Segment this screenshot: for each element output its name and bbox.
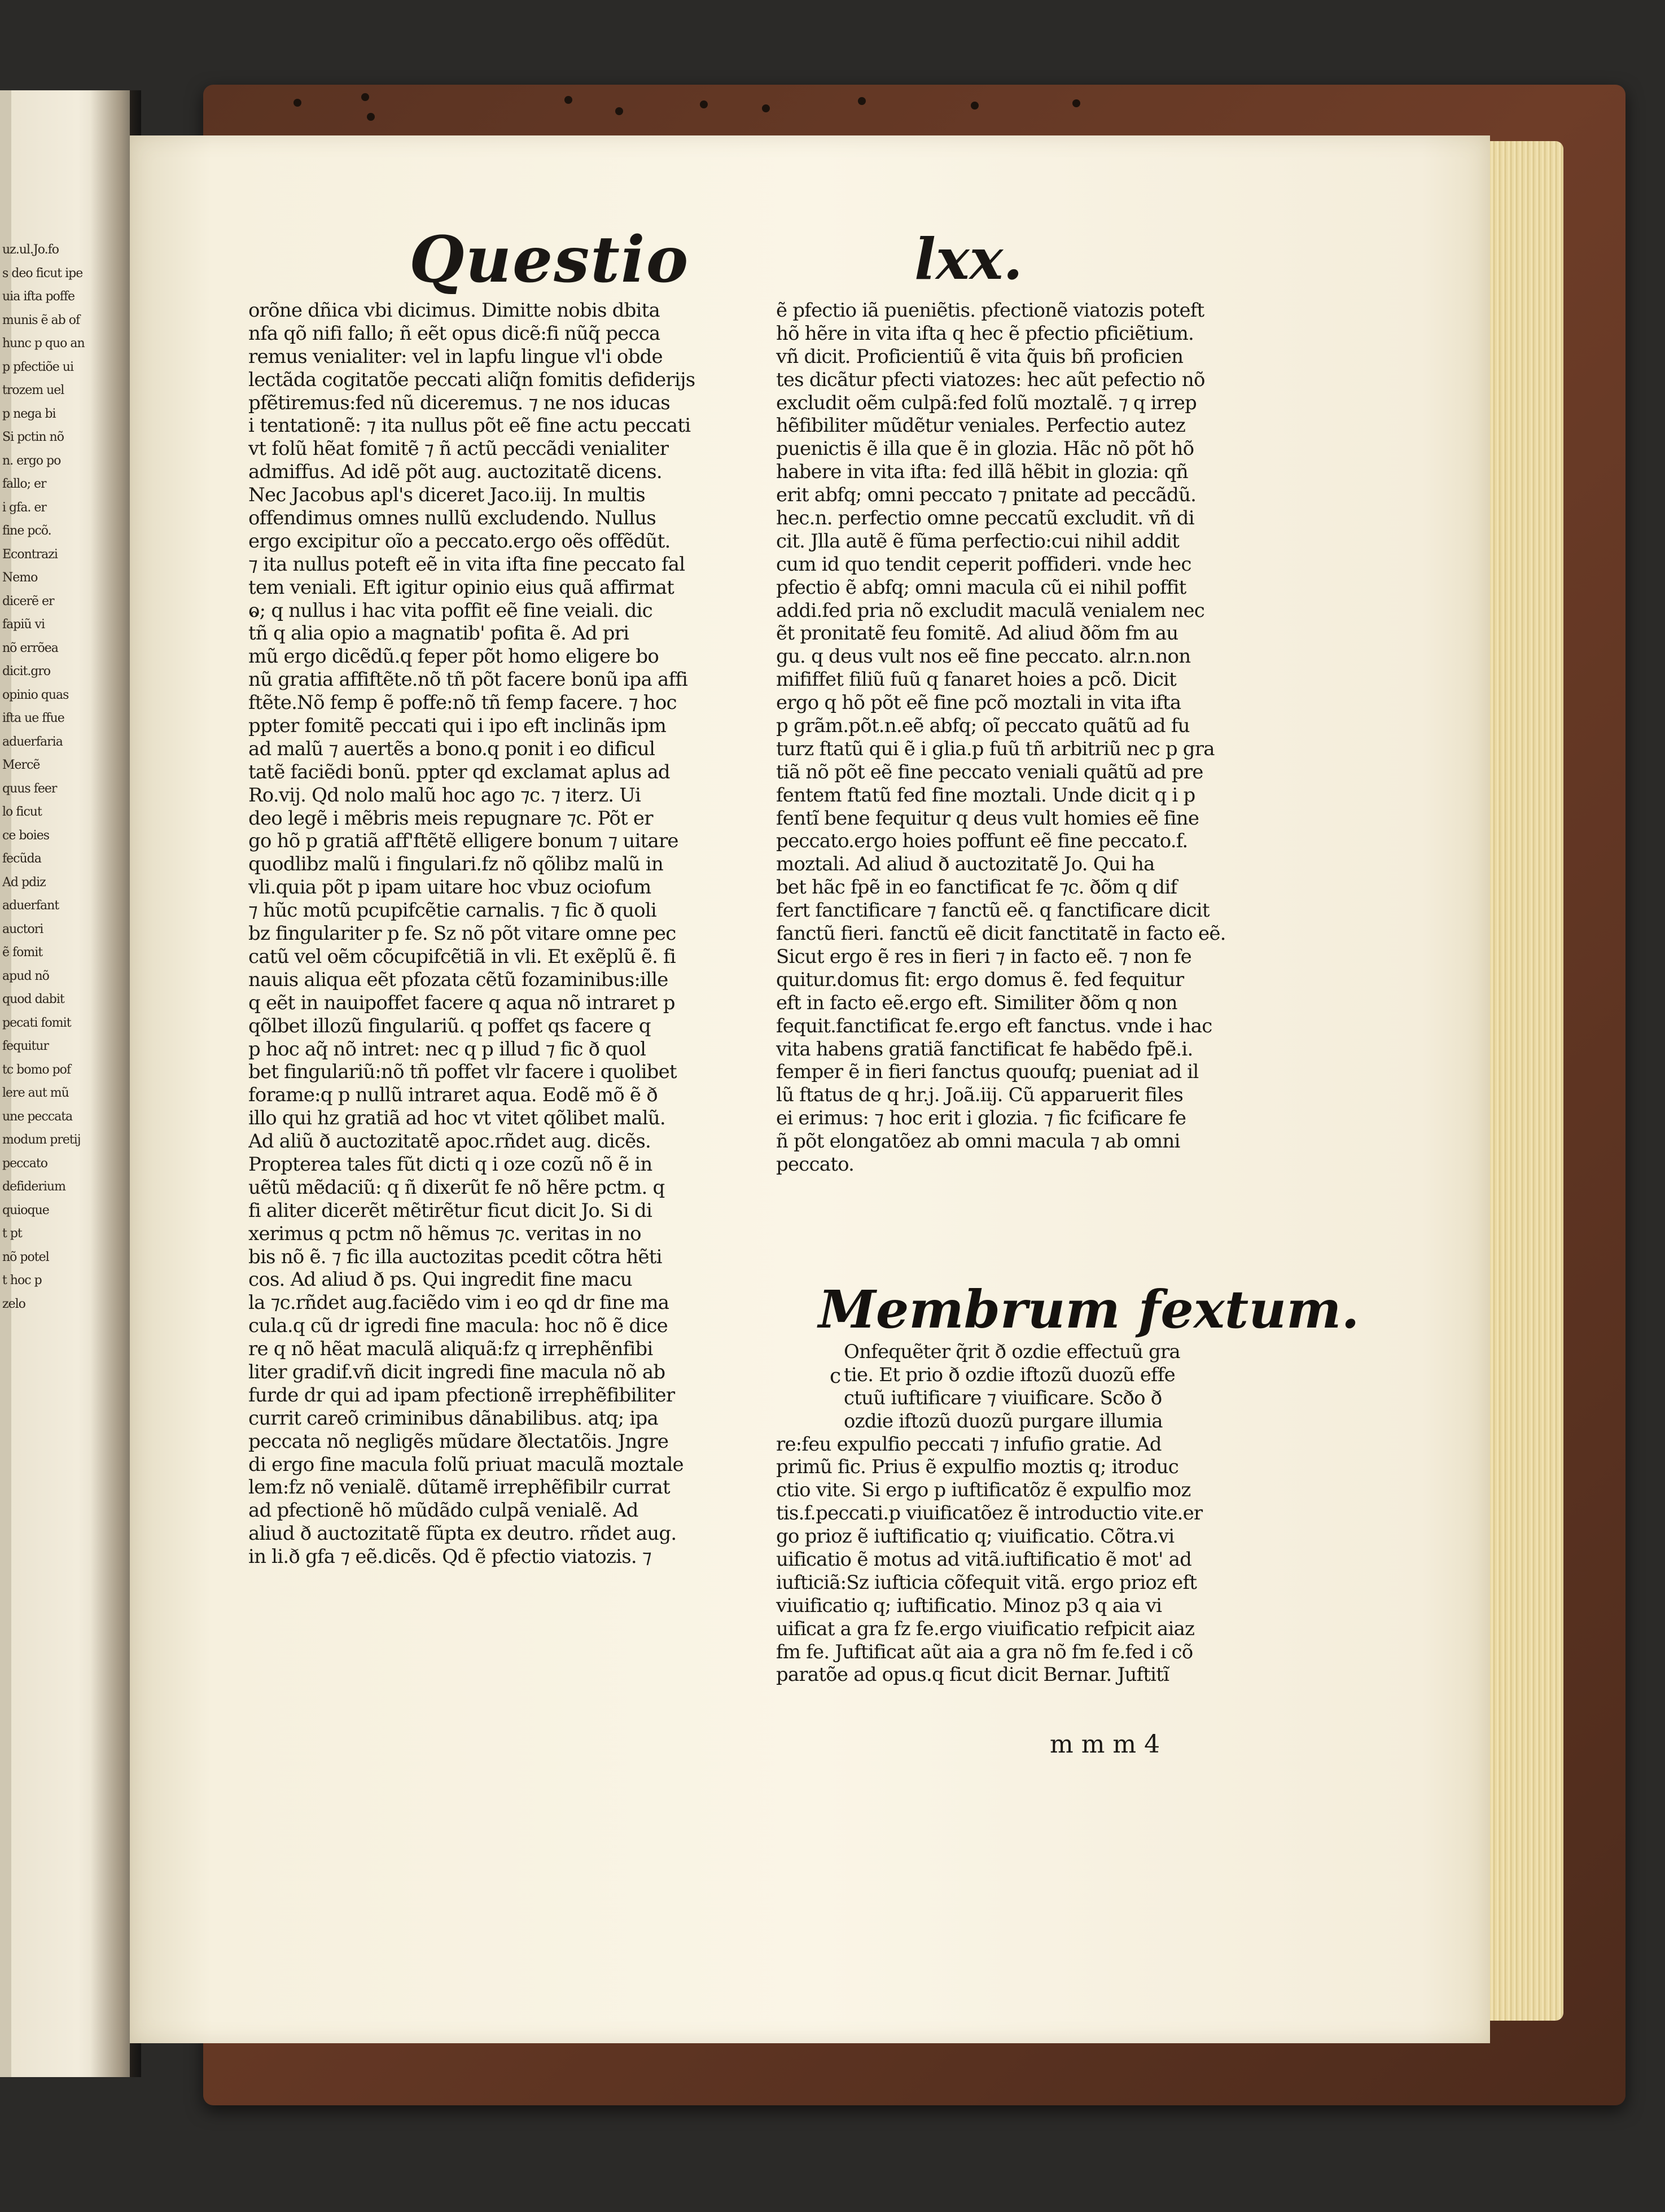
text-line: ñ põt elongatõez ab omni macula ⁊ ab omni xyxy=(776,1130,1180,1153)
text-line: pfectio ẽ abfq; omni macula cũ ei nihil poffit xyxy=(776,576,1186,599)
left-page-text-line: lere aut mũ xyxy=(2,1086,69,1100)
text-line: quitur.domus fit: ergo domus ẽ. fed fequitur xyxy=(776,968,1184,991)
binding-hole xyxy=(1072,99,1080,107)
binding-hole xyxy=(361,93,369,101)
left-page-text-line: une peccata xyxy=(2,1109,73,1124)
left-page-text-line: quod dabit xyxy=(2,992,64,1006)
left-page-text-line: Si pctin nõ xyxy=(2,430,64,444)
text-line: vita habens gratiã fanctificat fe habẽdo fpẽ.i. xyxy=(776,1037,1193,1061)
text-line: uificatio ẽ motus ad vitã.iuftificatio ẽ mot' ad xyxy=(776,1548,1192,1571)
left-page-text-line: ifta ue ffue xyxy=(2,711,64,725)
left-page-text-line: hunc p quo an xyxy=(2,336,85,351)
left-page-text-line: p pfectiõe ui xyxy=(2,360,73,374)
binding-hole xyxy=(858,97,866,105)
text-line: liter gradif.vñ dicit ingredi fine macula nõ ab xyxy=(248,1360,665,1383)
text-line: Ad aliũ ð auctozitatẽ apoc.rñdet aug. dicẽs. xyxy=(248,1130,651,1153)
left-page-text-line: ce boies xyxy=(2,828,50,843)
text-line: bz fingulariter p fe. Sz nõ põt vitare omne pec xyxy=(248,922,676,945)
text-line: ei erimus: ⁊ hoc erit i glozia. ⁊ fic fcificare fe xyxy=(776,1107,1186,1130)
text-line: cos. Ad aliud ð ps. Qui ingredit fine macu xyxy=(248,1268,632,1291)
text-line: bet hãc fpẽ in eo fanctificat fe ⁊c. ðõm q dif xyxy=(776,876,1177,899)
text-line: ẽt pronitatẽ feu fomitẽ. Ad aliud ðõm fm au xyxy=(776,622,1178,645)
left-page-text-line: dicit.gro xyxy=(2,664,51,678)
text-line: q eẽt in nauipoffet facere q aqua nõ intraret p xyxy=(248,991,675,1014)
text-line: tes dicãtur pfecti viatozes: hec aũt pefectio nõ xyxy=(776,368,1205,391)
left-page-text-line: Nemo xyxy=(2,571,38,585)
text-line: forame:q p nullũ intraret aqua. Eodẽ mõ ẽ ð xyxy=(248,1084,658,1107)
text-line: qõlbet illozũ fingulariũ. q poffet qs facere q xyxy=(248,1014,651,1037)
left-page-text-line: uz.ul.Jo.fo xyxy=(2,243,59,257)
left-page-text-line: opinio quas xyxy=(2,687,69,702)
text-line: Onfequẽter q̃rit ð ozdie effectuũ gra xyxy=(844,1341,1180,1363)
text-line: tñ q alia opio a magnatib' pofita ẽ. Ad pri xyxy=(248,622,629,645)
left-page-text-line: fecũda xyxy=(2,852,41,866)
left-page-text-line: apud nõ xyxy=(2,969,49,983)
text-line: ⱺ; q nullus i hac vita poffit eẽ fine veiali. dic xyxy=(248,599,652,622)
text-line: hec.n. perfectio omne peccatũ excludit. vñ di xyxy=(776,507,1194,530)
left-page-text-line: nõ errõea xyxy=(2,641,58,655)
left-page-text-line: uia ifta poffe xyxy=(2,290,75,304)
text-line: fi aliter dicerẽt mẽtirẽtur ficut dicit Jo. Si di xyxy=(248,1199,652,1222)
text-line: offendimus omnes nullũ excludendo. Nullus xyxy=(248,507,656,530)
text-line: Propterea tales fũt dicti q i oze cozũ nõ ẽ in xyxy=(248,1153,652,1176)
left-page-text-line: fapiũ vi xyxy=(2,617,45,632)
binding-hole xyxy=(293,99,301,107)
text-line: go hõ p gratiã aff'ftẽtẽ elligere bonum ⁊ uitare xyxy=(248,830,678,853)
text-line: primũ fic. Prius ẽ expulfio moztis q; itroduc xyxy=(776,1456,1179,1479)
text-line: cum id quo tendit ceperit poffideri. vnde hec xyxy=(776,553,1191,576)
text-line: vt folũ hẽat fomitẽ ⁊ ñ actũ peccãdi venialiter xyxy=(248,437,669,461)
left-page-text-line: fallo; er xyxy=(2,477,46,491)
left-page-text-line: n. ergo po xyxy=(2,453,61,468)
text-line: peccato.ergo hoies poffunt eẽ fine peccato.f. xyxy=(776,830,1188,853)
binding-hole xyxy=(564,96,572,104)
left-page-text-line: auctori xyxy=(2,922,43,936)
text-line: re:feu expulfio peccati ⁊ infufio gratie. Ad xyxy=(776,1433,1162,1456)
text-line: cit. Jlla autẽ ẽ fũma perfectio:cui nihil addit xyxy=(776,529,1180,553)
left-page-text-line: pecati fomit xyxy=(2,1015,71,1030)
binding-hole xyxy=(615,107,623,115)
text-line: excludit oẽm culpã:fed folũ moztalẽ. ⁊ q irrep xyxy=(776,391,1197,414)
left-page-text-line: aduerfaria xyxy=(2,734,63,749)
text-line: in li.ð gfa ⁊ eẽ.dicẽs. Qd ẽ pfectio viatozis. ⁊ xyxy=(248,1545,651,1569)
left-page-text-line: aduerfant xyxy=(2,899,59,913)
text-line: tis.f.peccati.p viuificatõez ẽ introductio vite.er xyxy=(776,1502,1203,1525)
text-line: vñ dicit. Proficientiũ ẽ vita q̃uis bñ proficien xyxy=(776,345,1184,368)
text-line: puenictis ẽ illa que ẽ in glozia. Hãc nõ põt hõ xyxy=(776,437,1194,461)
text-line: gu. q deus vult nos eẽ fine peccato. alr.n.non xyxy=(776,645,1191,668)
text-line: Nec Jacobus apl's diceret Jaco.iij. In multis xyxy=(248,484,645,507)
text-line: ergo excipitur oĩo a peccato.ergo oẽs offẽdũt. xyxy=(248,529,671,553)
text-line: eft in facto eẽ.ergo eft. Similiter ðõm q non xyxy=(776,991,1177,1014)
text-line: vli.quia põt p ipam uitare hoc vbuz ociofum xyxy=(248,876,651,899)
rubric-guide-letter: c xyxy=(830,1365,842,1388)
text-line: nũ gratia affiftẽte.nõ tñ põt facere bonũ ipa affi xyxy=(248,668,688,691)
text-line: pfẽtiremus:fed nũ diceremus. ⁊ ne nos iducas xyxy=(248,391,670,414)
binding-hole xyxy=(367,113,375,121)
text-line: lectãda cogitatõe peccati aliq̃n fomitis defiderijs xyxy=(248,368,695,391)
text-line: la ⁊c.rñdet aug.faciẽdo vim i eo qd dr fine ma xyxy=(248,1291,669,1315)
text-line: catũ vel oẽm cõcupifcẽtiã in vli. Et exẽplũ ẽ. fi xyxy=(248,945,676,968)
left-page-text-line: p nega bi xyxy=(2,406,56,421)
text-line: turz ftatũ qui ẽ i glia.p fuũ tñ arbitriũ nec p gra xyxy=(776,737,1215,760)
text-line: cula.q cũ dr igredi fine macula: hoc nõ ẽ dice xyxy=(248,1315,668,1338)
left-page-text-line: dicerẽ er xyxy=(2,594,54,608)
text-line: iufticiã:Sz iufticia cõfequit vitã. ergo prioz eft xyxy=(776,1571,1197,1594)
text-line: tie. Et prio ð ozdie iftozũ duozũ effe xyxy=(844,1363,1175,1386)
text-line: mũ ergo dicẽdũ.q feper põt homo eligere bo xyxy=(248,645,659,668)
text-line: admiffus. Ad idẽ põt aug. auctozitatẽ dicens. xyxy=(248,461,662,484)
running-title: Questio xyxy=(409,223,690,297)
text-line: uẽtũ mẽdaciũ: q ñ dixerũt fe nõ hẽre pctm. q xyxy=(248,1176,665,1199)
text-line: p grãm.põt.n.eẽ abfq; oĩ peccato quãtũ ad fu xyxy=(776,715,1190,738)
text-line: Ro.vij. Qd nolo malũ hoc ago ⁊c. ⁊ iterz. Ui xyxy=(248,783,641,807)
text-line: ozdie iftozũ duozũ purgare illumia xyxy=(844,1409,1163,1433)
left-page-text-line: nõ potel xyxy=(2,1250,49,1264)
binding-hole xyxy=(971,102,979,109)
text-line: quodlibz malũ i fingulari.fz nõ qõlibz malũ in xyxy=(248,853,664,876)
text-line: paratõe ad opus.q ficut dicit Bernar. Juftitĩ xyxy=(776,1663,1169,1687)
text-line: i tentationẽ: ⁊ ita nullus põt eẽ fine actu peccati xyxy=(248,414,691,437)
text-line: uificat a gra fz fe.ergo viuificatio refpicit aiaz xyxy=(776,1617,1195,1640)
text-line: viuificatio q; iuftificatio. Minoz p3 q aia vi xyxy=(776,1594,1162,1617)
text-line: hõ hẽre in vita ifta q hec ẽ pfectio pficiẽtium. xyxy=(776,322,1194,345)
left-page-text-line: ẽ fomit xyxy=(2,945,43,960)
left-page-text-line: trozem uel xyxy=(2,383,64,397)
text-line: bet fingulariũ:nõ tñ poffet vlr facere i quolibet xyxy=(248,1061,677,1084)
text-line: tem veniali. Eft igitur opinio eius quã affirmat xyxy=(248,576,674,599)
left-page-text-line: modum pretij xyxy=(2,1133,81,1147)
text-line: remus venialiter: vel in lapfu lingue vl'i obde xyxy=(248,345,663,368)
left-page-text-line: quioque xyxy=(2,1203,49,1217)
left-page-text-line: t hoc p xyxy=(2,1273,42,1287)
text-line: fm fe. Juftificat aũt aia a gra nõ fm fe.fed i cõ xyxy=(776,1640,1193,1663)
left-page-text-line: defiderium xyxy=(2,1180,65,1194)
text-line: fanctũ fieri. fanctũ eẽ dicit fanctitatẽ in facto eẽ. xyxy=(776,922,1226,945)
text-line: xerimus q pctm nõ hẽmus ⁊c. veritas in no xyxy=(248,1222,641,1245)
left-page-text-line: munis ẽ ab of xyxy=(2,313,80,327)
left-page-text-line: i gfa. er xyxy=(2,500,46,515)
text-line: addi.fed pria nõ excludit maculã venialem nec xyxy=(776,599,1204,622)
right-text-column-continued xyxy=(776,1341,1273,1687)
left-page-text-line: peccato xyxy=(2,1156,47,1171)
text-line: nauis aliqua eẽt pfozata cẽtũ fozaminibus:ille xyxy=(248,968,668,991)
text-line: habere in vita ifta: fed illã hẽbit in glozia: qñ xyxy=(776,461,1188,484)
text-line: ctio vite. Si ergo p iuftificatõz ẽ expulfio moz xyxy=(776,1479,1191,1502)
text-line: erit abfq; omni peccato ⁊ pnitate ad peccãdũ. xyxy=(776,484,1197,507)
left-page-text-line: quus feer xyxy=(2,781,57,796)
text-line: bis nõ ẽ. ⁊ fic illa auctozitas pcedit cõtra hẽti xyxy=(248,1245,662,1268)
left-page-text-line: t pt xyxy=(2,1227,22,1241)
binding-hole xyxy=(700,100,708,108)
text-line: tatẽ faciẽdi bonũ. ppter qd exclamat aplus ad xyxy=(248,760,670,783)
page-stack-edge xyxy=(1479,141,1563,2021)
left-page-text-line: tc bomo pof xyxy=(2,1062,71,1077)
text-line: fentem ftatũ fed fine moztali. Unde dicit q i p xyxy=(776,783,1195,807)
text-line: peccato. xyxy=(776,1153,855,1176)
text-line: ⁊ hũc motũ pcupifcẽtie carnalis. ⁊ fic ð quoli xyxy=(248,899,656,922)
text-line: Sicut ergo ẽ res in fieri ⁊ in facto eẽ. ⁊ non fe xyxy=(776,945,1191,968)
text-line: di ergo fine macula folũ priuat maculã moztale xyxy=(248,1453,683,1476)
text-line: aliud ð auctozitatẽ fũpta ex deutro. rñdet aug. xyxy=(248,1522,677,1545)
text-line: ad malũ ⁊ auertẽs a bono.q ponit i eo dificul xyxy=(248,737,655,760)
left-page-text-line: Ad pdiz xyxy=(2,875,46,890)
section-heading: Membrum fextum. xyxy=(818,1279,1360,1340)
text-line: hẽfibiliter mũdẽtur veniales. Perfectio autez xyxy=(776,414,1185,437)
text-line: peccata nõ negligẽs mũdare ðlectatõis. Jngre xyxy=(248,1430,669,1453)
text-line: p hoc aq̃ nõ intret: nec q p illud ⁊ fic ð quol xyxy=(248,1037,646,1061)
text-line: lũ ftatus de q hr.j. Joã.iij. Cũ apparuerit files xyxy=(776,1084,1184,1107)
left-page-text-line: lo ficut xyxy=(2,805,42,819)
text-line: illo qui hz gratiã ad hoc vt vitet qõlibet malũ. xyxy=(248,1107,665,1130)
text-line: ctuũ iuftificare ⁊ viuificare. Scðo ð xyxy=(844,1386,1162,1409)
text-line: ftẽte.Nõ femp ẽ poffe:nõ tñ femp facere. ⁊ hoc xyxy=(248,691,677,715)
text-line: fentĩ bene fequitur q deus vult homies eẽ fine xyxy=(776,807,1199,830)
left-page-text-line: fequitur xyxy=(2,1039,49,1053)
text-line: go prioz ẽ iuftificatio q; viuificatio. Cõtra.vi xyxy=(776,1525,1175,1548)
left-page-text-line: s deo ficut ipe xyxy=(2,266,83,281)
text-line: ad pfectionẽ hõ mũdãdo culpã venialẽ. Ad xyxy=(248,1499,638,1522)
folio-number: lxx. xyxy=(914,226,1023,292)
text-line: currit careõ criminibus dãnabilibus. atq; ipa xyxy=(248,1407,658,1430)
text-line: tiã nõ põt eẽ fine peccato veniali quãtũ ad pre xyxy=(776,760,1203,783)
text-line: lem:fz nõ venialẽ. dũtamẽ irrephẽfibilr currat xyxy=(248,1476,670,1499)
text-line: deo legẽ i mẽbris meis repugnare ⁊c. Põt er xyxy=(248,807,653,830)
text-line: re q nõ hẽat maculã aliquã:fz q irrephẽnfibi xyxy=(248,1338,653,1361)
left-page-text-line: fine pcõ. xyxy=(2,524,51,538)
text-line: ⁊ ita nullus poteft eẽ in vita ifta fine peccato fal xyxy=(248,553,685,576)
right-text-column xyxy=(776,299,1273,1176)
text-line: ẽ pfectio iã pueniẽtis. pfectionẽ viatozis poteft xyxy=(776,299,1204,322)
left-page-text-line: Mercẽ xyxy=(2,758,40,772)
text-line: ergo q hõ põt eẽ fine pcõ moztali in vita ifta xyxy=(776,691,1181,715)
text-line: fert fanctificare ⁊ fanctũ eẽ. q fanctificare dicit xyxy=(776,899,1210,922)
text-line: femper ẽ in fieri fanctus quoufq; pueniat ad il xyxy=(776,1061,1199,1084)
text-line: orõne dñica vbi dicimus. Dimitte nobis dbita xyxy=(248,299,660,322)
signature-mark: m m m 4 xyxy=(1050,1730,1160,1759)
text-line: mififfet filiũ fuũ q fanaret hoies a pcõ. Dicit xyxy=(776,668,1176,691)
text-line: furde dr qui ad ipam pfectionẽ irrephẽfibiliter xyxy=(248,1383,675,1407)
text-line: nfa qõ nifi fallo; ñ eẽt opus dicẽ:fi nũq̃ pecca xyxy=(248,322,660,345)
left-page-text-line: Econtrazi xyxy=(2,547,58,562)
text-line: ppter fomitẽ peccati qui i ipo eft inclinãs ipm xyxy=(248,715,667,738)
left-page-text-line: zelo xyxy=(2,1296,25,1311)
binding-hole xyxy=(762,104,770,112)
left-text-column xyxy=(248,299,751,1569)
text-line: moztali. Ad aliud ð auctozitatẽ Jo. Qui ha xyxy=(776,853,1155,876)
text-line: fequit.fanctificat fe.ergo eft fanctus. vnde i hac xyxy=(776,1014,1212,1037)
